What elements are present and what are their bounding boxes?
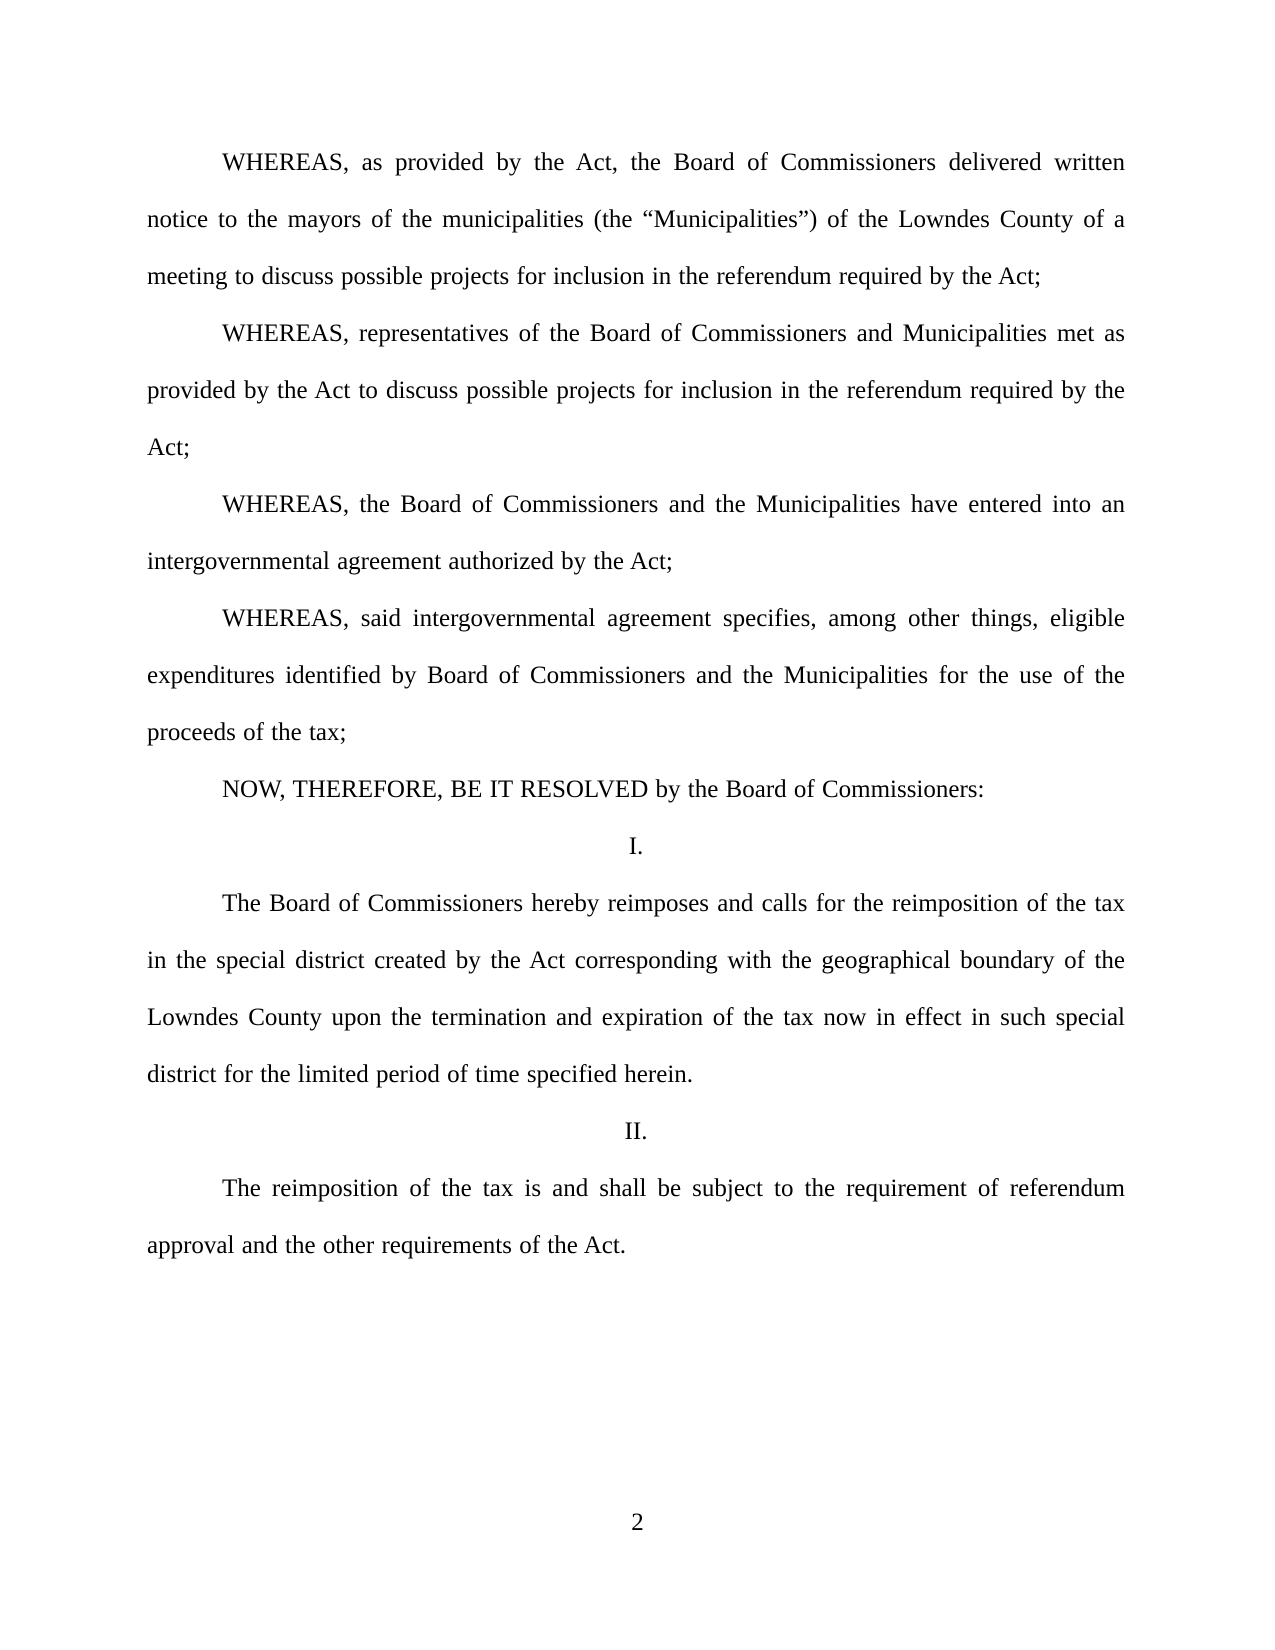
paragraph-now-therefore-resolved: NOW, THEREFORE, BE IT RESOLVED by the Board of Commissioners:	[222, 776, 985, 803]
paragraph-whereas-agreement-specifies: WHEREAS, said intergovernmental agreement specifies, among other things, eligible expenditures identified by Board of Commissioners and the Municipalities for the use of the proceeds of the tax;	[147, 605, 1125, 746]
paragraph-whereas-representatives-met: WHEREAS, representatives of the Board of Commissioners and Municipalities met as provided by the Act to discuss possible projects for inclusion in the referendum required by the Act;	[147, 320, 1125, 461]
paragraph-section-two-body: The reimposition of the tax is and shall be subject to the requirement of referendum approval and the other requirements of the Act.	[147, 1175, 1125, 1259]
paragraph-whereas-intergovernmental-agreement: WHEREAS, the Board of Commissioners and the Municipalities have entered into an intergovernmental agreement authorized by the Act;	[147, 491, 1125, 575]
section-heading-one: I.	[628, 833, 644, 860]
page-number: 2	[631, 1509, 644, 1536]
document-body	[147, 134, 1125, 1274]
paragraph-whereas-written-notice: WHEREAS, as provided by the Act, the Board of Commissioners delivered written notice to the mayors of the municipalities (the “Municipalities”) of the Lowndes County of a meeting to discuss possible projects for inclusion in the referendum required by the Act;	[147, 149, 1125, 290]
section-heading-two: II.	[624, 1118, 648, 1145]
paragraph-section-one-body: The Board of Commissioners hereby reimposes and calls for the reimposition of the tax in the special district created by the Act corresponding with the geographical boundary of the Lowndes County upon the termination and expiration of the tax now in effect in such special district for the limited period of time specified herein.	[147, 890, 1125, 1088]
